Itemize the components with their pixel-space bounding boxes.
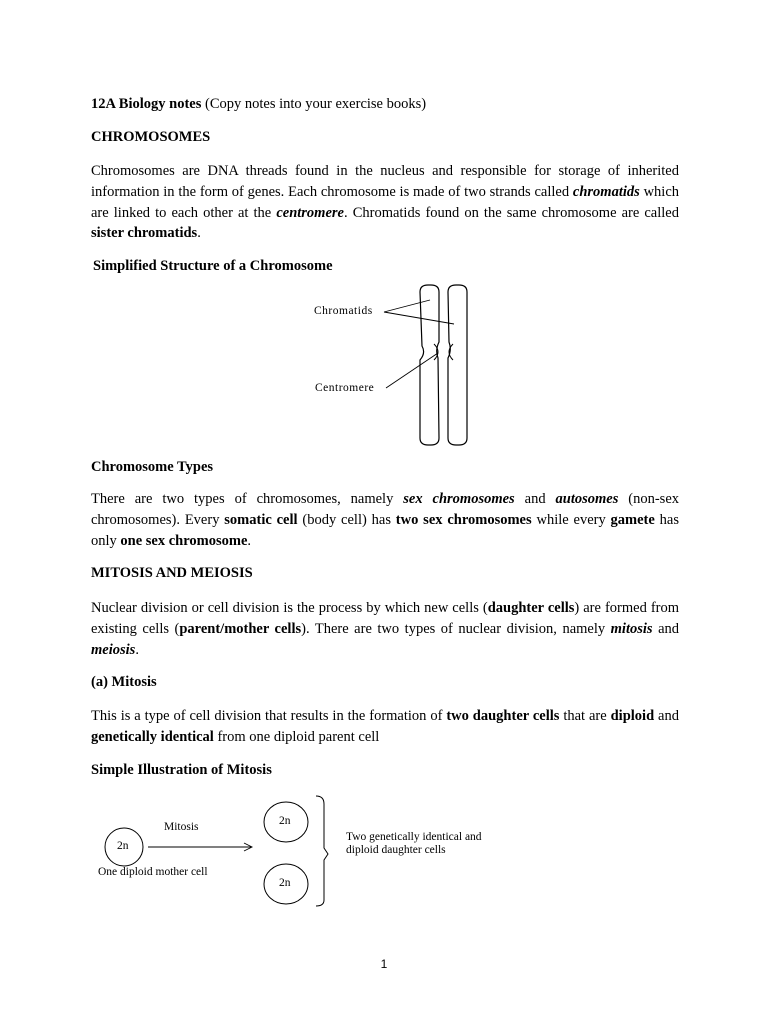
term-sister-chromatids: sister chromatids (91, 225, 198, 242)
title-bold: 12A Biology notes (91, 96, 202, 112)
label-mother-cell: 2n (117, 840, 129, 852)
paragraph-chromosome-types (91, 489, 679, 551)
label-daughter-desc-2: diploid daughter cells (346, 844, 446, 856)
term-one-sex-chromosome: one sex chromosome (120, 532, 248, 549)
page-number: 1 (380, 957, 388, 971)
text: Chromosomes are DNA threads found in the nucleus and responsible for storage of inherited information in the form of genes. Each chromosome is made of two strands called (91, 163, 679, 200)
left-chromatid (420, 285, 439, 445)
text: from one diploid parent cell (213, 728, 380, 745)
label-daughter-top: 2n (279, 815, 291, 827)
term-genetically-identical: genetically identical (91, 728, 214, 745)
text: (non-sex chromosomes). Every (91, 491, 680, 528)
heading-mitosis-meiosis: MITOSIS AND MEIOSIS (91, 565, 253, 581)
term-sex-chromosomes: sex chromosomes (403, 491, 515, 507)
heading-chromosomes: CHROMOSOMES (91, 129, 211, 145)
label-mitosis-arrow: Mitosis (164, 821, 199, 833)
leader-line-centromere (386, 353, 438, 388)
paragraph-mitosis-meiosis (91, 598, 679, 660)
label-centromere: Centromere (315, 382, 375, 394)
title-rest: (Copy notes into your exercise books) (201, 96, 427, 112)
brace-icon (316, 796, 328, 906)
text: that are (559, 708, 611, 724)
term-two-daughter-cells: two daughter cells (446, 708, 560, 724)
term-somatic-cell: somatic cell (224, 511, 298, 528)
term-centromere: centromere (276, 204, 344, 221)
term-mitosis: mitosis (610, 620, 653, 637)
heading-structure: Simplified Structure of a Chromosome (93, 258, 333, 274)
text: while every (531, 511, 611, 528)
heading-illustration: Simple Illustration of Mitosis (91, 762, 272, 778)
term-autosomes: autosomes (555, 491, 619, 507)
leader-line-chromatids-b (384, 312, 454, 324)
text: . (197, 225, 201, 242)
heading-mitosis: (a) Mitosis (91, 674, 157, 690)
term-gamete: gamete (610, 511, 655, 528)
text: There are two types of chromosomes, namely (91, 491, 404, 507)
term-parent-cells: parent/mother cells (179, 620, 302, 637)
right-chromatid (448, 285, 467, 445)
text: . (247, 532, 252, 549)
text: ). There are two types of nuclear division, namely (301, 620, 611, 637)
term-chromatids: chromatids (572, 183, 640, 200)
text: and (654, 708, 679, 724)
text: and (514, 491, 556, 507)
label-daughter-desc-1: Two genetically identical and (346, 831, 482, 843)
text: This is a type of cell division that results in the formation of (91, 708, 447, 724)
text: which are linked to each other at the (91, 183, 680, 221)
paragraph-chromosomes (91, 161, 679, 244)
term-daughter-cells: daughter cells (487, 600, 575, 616)
text: has only (91, 511, 679, 549)
text: . Chromatids found on the same chromosome are called (343, 204, 679, 221)
mitosis-diagram (90, 790, 390, 910)
term-two-sex-chromosomes: two sex chromosomes (395, 511, 532, 528)
text: (body cell) has (297, 511, 396, 528)
label-daughter-bottom: 2n (279, 877, 291, 889)
text: and (652, 620, 680, 637)
leader-line-chromatids-a (384, 300, 430, 312)
label-chromatids: Chromatids (314, 305, 373, 317)
heading-chromosome-types: Chromosome Types (91, 459, 214, 475)
text: ) are formed from existing cells ( (91, 600, 680, 637)
label-mother-cell-desc: One diploid mother cell (98, 866, 208, 878)
text: Nuclear division or cell division is the process by which new cells ( (91, 600, 488, 616)
term-meiosis: meiosis (91, 641, 136, 658)
document-title (91, 94, 679, 115)
paragraph-mitosis (91, 706, 679, 748)
term-diploid: diploid (610, 708, 655, 724)
text: . (135, 641, 139, 658)
